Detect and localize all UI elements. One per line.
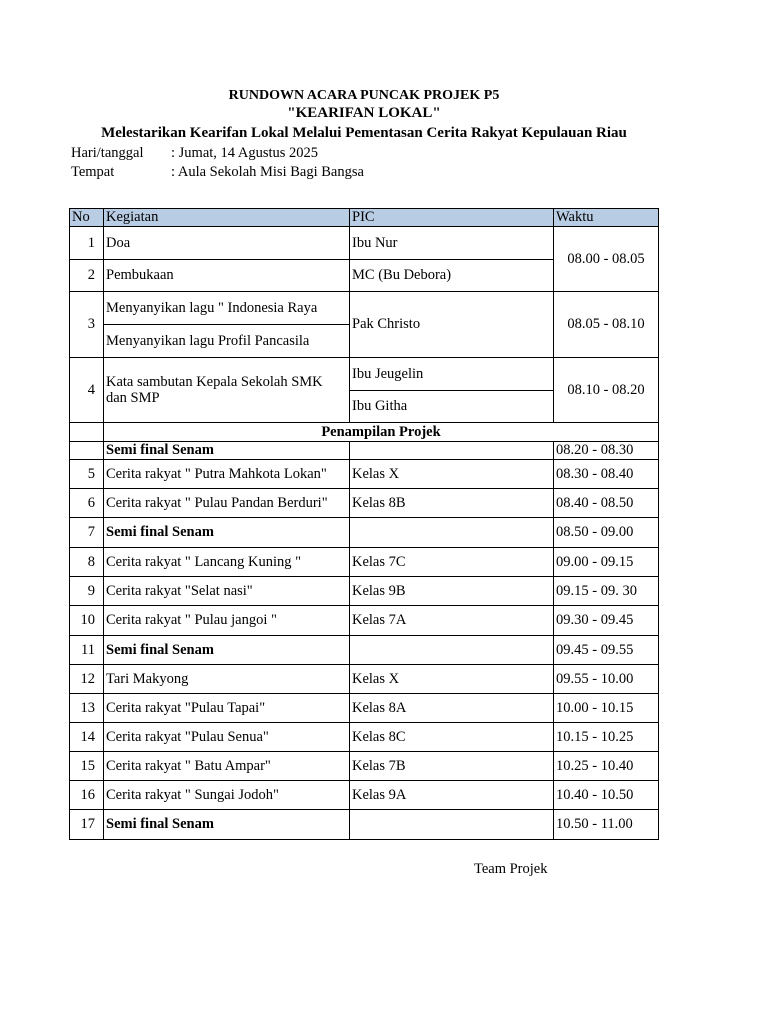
- row-pic: Kelas 8A: [350, 694, 554, 723]
- place-label: Tempat: [71, 164, 115, 180]
- table-row: [70, 577, 659, 606]
- row-no: 14: [70, 723, 104, 752]
- row-pic: [350, 810, 554, 840]
- row-pic: Kelas 8B: [350, 489, 554, 518]
- row-pic: Kelas 7B: [350, 752, 554, 781]
- row-kegiatan: Tari Makyong: [104, 665, 350, 694]
- section-empty-cell: [70, 423, 104, 442]
- row-no: 15: [70, 752, 104, 781]
- row-kegiatan: Kata sambutan Kepala Sekolah SMK dan SMP: [104, 358, 350, 423]
- table-row: [70, 694, 659, 723]
- row-waktu: 09.30 - 09.45: [554, 606, 659, 636]
- row-waktu: 08.10 - 08.20: [554, 358, 659, 423]
- table-row: [70, 227, 659, 260]
- row-kegiatan: Semi final Senam: [104, 810, 350, 840]
- rundown-table: [69, 208, 659, 840]
- row-pic: Ibu Githa: [350, 391, 554, 423]
- row-waktu: 10.50 - 11.00: [554, 810, 659, 840]
- header-waktu: Waktu: [554, 209, 659, 227]
- row-no: 4: [70, 358, 104, 423]
- row-kegiatan: Menyanyikan lagu " Indonesia Raya: [104, 292, 350, 325]
- header-no: No: [70, 209, 104, 227]
- place-value: : Aula Sekolah Misi Bagi Bangsa: [171, 164, 364, 180]
- row-no: 7: [70, 518, 104, 548]
- signature: Team Projek: [474, 861, 548, 877]
- row-waktu: 08.40 - 08.50: [554, 489, 659, 518]
- row-waktu: 08.05 - 08.10: [554, 292, 659, 358]
- row-pic: Kelas X: [350, 460, 554, 489]
- table-row: [70, 810, 659, 840]
- date-label: Hari/tanggal: [71, 145, 144, 161]
- row-no: 1: [70, 227, 104, 260]
- row-waktu: 09.15 - 09. 30: [554, 577, 659, 606]
- row-kegiatan: Cerita rakyat " Pulau Pandan Berduri": [104, 489, 350, 518]
- row-no: 17: [70, 810, 104, 840]
- row-kegiatan: Cerita rakyat " Lancang Kuning ": [104, 548, 350, 577]
- table-header-row: [70, 209, 659, 227]
- row-waktu: 09.00 - 09.15: [554, 548, 659, 577]
- row-no: [70, 442, 104, 460]
- row-waktu: 08.50 - 09.00: [554, 518, 659, 548]
- row-kegiatan: Cerita rakyat " Batu Ampar": [104, 752, 350, 781]
- row-kegiatan: Cerita rakyat " Putra Mahkota Lokan": [104, 460, 350, 489]
- row-pic: Kelas 7A: [350, 606, 554, 636]
- row-pic: [350, 442, 554, 460]
- row-waktu: 09.45 - 09.55: [554, 636, 659, 665]
- row-kegiatan: Cerita rakyat " Pulau jangoi ": [104, 606, 350, 636]
- row-kegiatan: Cerita rakyat "Pulau Tapai": [104, 694, 350, 723]
- row-no: 10: [70, 606, 104, 636]
- place-row: [71, 164, 364, 181]
- header-kegiatan: Kegiatan: [104, 209, 350, 227]
- row-kegiatan: Semi final Senam: [104, 518, 350, 548]
- row-pic: Kelas 9A: [350, 781, 554, 810]
- row-kegiatan: Semi final Senam: [104, 636, 350, 665]
- row-pic: Ibu Nur: [350, 227, 554, 260]
- table-row: [70, 518, 659, 548]
- row-pic: [350, 636, 554, 665]
- row-pic: Pak Christo: [350, 292, 554, 358]
- table-row: [70, 665, 659, 694]
- section-title: Penampilan Projek: [104, 423, 659, 442]
- date-row: [71, 145, 318, 162]
- row-pic: Ibu Jeugelin: [350, 358, 554, 391]
- table-row: [70, 781, 659, 810]
- row-pic: Kelas X: [350, 665, 554, 694]
- row-kegiatan: Semi final Senam: [104, 442, 350, 460]
- table-row: [70, 460, 659, 489]
- table-row: [70, 292, 659, 325]
- theme-title: "KEARIFAN LOKAL": [287, 105, 441, 121]
- row-kegiatan: Pembukaan: [104, 260, 350, 292]
- date-value: : Jumat, 14 Agustus 2025: [171, 145, 319, 161]
- row-no: 11: [70, 636, 104, 665]
- table-row: [70, 636, 659, 665]
- table-row: [70, 548, 659, 577]
- row-waktu: 08.20 - 08.30: [554, 442, 659, 460]
- table-row: [70, 489, 659, 518]
- row-kegiatan: Cerita rakyat "Pulau Senua": [104, 723, 350, 752]
- row-waktu: 10.00 - 10.15: [554, 694, 659, 723]
- row-pic: Kelas 9B: [350, 577, 554, 606]
- row-waktu: 10.15 - 10.25: [554, 723, 659, 752]
- row-kegiatan: Cerita rakyat " Sungai Jodoh": [104, 781, 350, 810]
- row-waktu: 08.00 - 08.05: [554, 227, 659, 292]
- row-no: 5: [70, 460, 104, 489]
- document-title: RUNDOWN ACARA PUNCAK PROJEK P5: [228, 88, 500, 103]
- row-pic: [350, 518, 554, 548]
- row-no: 16: [70, 781, 104, 810]
- section-row: [70, 423, 659, 442]
- row-waktu: 10.25 - 10.40: [554, 752, 659, 781]
- row-no: 3: [70, 292, 104, 358]
- row-pic: Kelas 8C: [350, 723, 554, 752]
- row-pic: Kelas 7C: [350, 548, 554, 577]
- row-waktu: 09.55 - 10.00: [554, 665, 659, 694]
- row-no: 9: [70, 577, 104, 606]
- row-waktu: 08.30 - 08.40: [554, 460, 659, 489]
- document-subtitle: Melestarikan Kearifan Lokal Melalui Pementasan Cerita Rakyat Kepulauan Riau: [101, 125, 627, 141]
- table-row: [70, 358, 659, 391]
- table-row: [70, 723, 659, 752]
- row-no: 12: [70, 665, 104, 694]
- row-no: 2: [70, 260, 104, 292]
- table-row: [70, 442, 659, 460]
- header-pic: PIC: [350, 209, 554, 227]
- table-row: [70, 606, 659, 636]
- table-row: [70, 752, 659, 781]
- row-pic: MC (Bu Debora): [350, 260, 554, 292]
- row-no: 6: [70, 489, 104, 518]
- row-kegiatan: Doa: [104, 227, 350, 260]
- row-kegiatan: Cerita rakyat "Selat nasi": [104, 577, 350, 606]
- row-waktu: 10.40 - 10.50: [554, 781, 659, 810]
- row-no: 13: [70, 694, 104, 723]
- row-kegiatan: Menyanyikan lagu Profil Pancasila: [104, 325, 350, 358]
- row-no: 8: [70, 548, 104, 577]
